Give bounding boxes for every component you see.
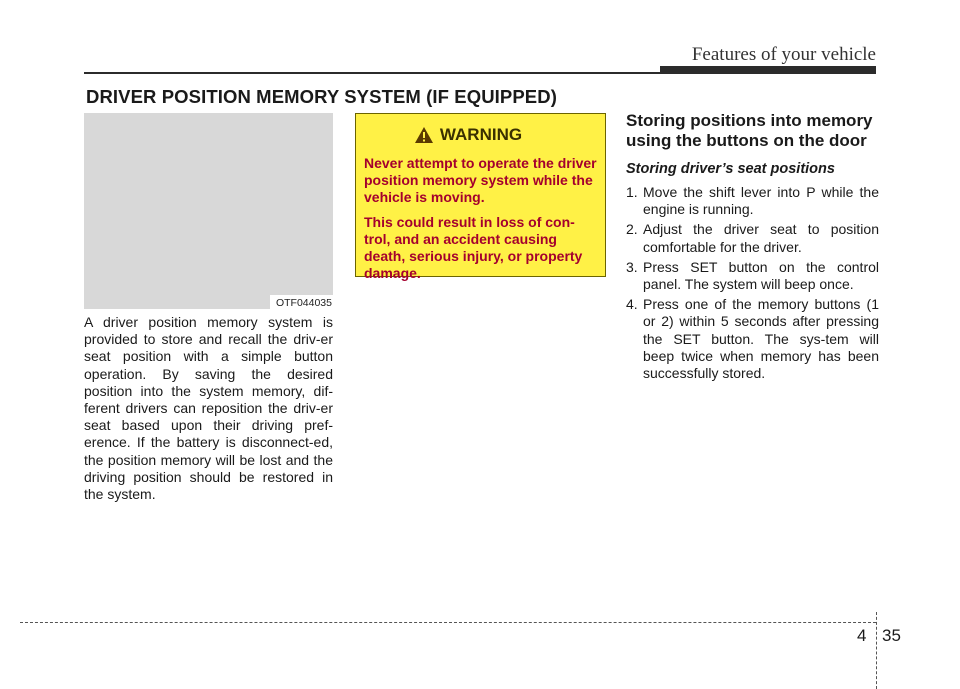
step-number: 1. bbox=[626, 184, 638, 200]
footer-rule bbox=[20, 622, 876, 623]
step-number: 2. bbox=[626, 221, 638, 238]
chapter-number: 4 bbox=[857, 626, 867, 645]
warning-text-1: Never attempt to operate the driver position memory system while the vehicle is moving. bbox=[364, 155, 597, 205]
intro-paragraph: A driver position memory system is provided to store and recall the driv-er seat position with a simple button operation. By saving the desired position into the system memory, dif-ferent drivers can reposition the driv-er seat based upon their driving pref-erence. If the battery is disconnect-ed, the position memory will be lost and the driving position should be restored in the system. bbox=[84, 314, 333, 503]
footer-divider bbox=[876, 612, 877, 689]
step-number: 3. bbox=[626, 258, 638, 275]
step-text: Move the shift lever into P while the engine is running. bbox=[643, 184, 879, 218]
running-header-title: Features of your vehicle bbox=[691, 44, 876, 65]
steps-list bbox=[626, 184, 879, 382]
step-3 bbox=[626, 259, 879, 293]
step-2 bbox=[626, 221, 879, 255]
storing-subheading: Storing driver’s seat positions bbox=[626, 161, 835, 177]
section-title: DRIVER POSITION MEMORY SYSTEM (IF EQUIPPED) bbox=[86, 86, 557, 107]
warning-header bbox=[338, 123, 598, 147]
step-number: 4. bbox=[626, 296, 638, 313]
warning-label: WARNING bbox=[439, 125, 523, 144]
figure-code: OTF044035 bbox=[270, 295, 333, 309]
step-text: Press SET button on the control panel. The system will beep once. bbox=[643, 258, 879, 293]
warning-box bbox=[355, 113, 606, 281]
warning-text-2: This could result in loss of con-trol, and an accident causing death, serious injury, or property damage. bbox=[364, 214, 583, 281]
page-number: 35 bbox=[882, 626, 901, 645]
step-text: Press one of the memory buttons (1 or 2) within 5 seconds after pressing the SET button. The sys-tem will beep twice when memory has been successfully stored. bbox=[643, 296, 879, 382]
seat-illustration-placeholder bbox=[84, 113, 333, 309]
step-1 bbox=[626, 184, 879, 218]
storing-section bbox=[626, 111, 879, 385]
storing-heading: Storing positions into memory using the buttons on the door bbox=[626, 111, 873, 150]
header-rule bbox=[84, 72, 876, 74]
step-4 bbox=[626, 296, 879, 382]
warning-triangle-icon bbox=[414, 126, 434, 144]
step-text: Adjust the driver seat to position comfortable for the driver. bbox=[643, 221, 879, 255]
